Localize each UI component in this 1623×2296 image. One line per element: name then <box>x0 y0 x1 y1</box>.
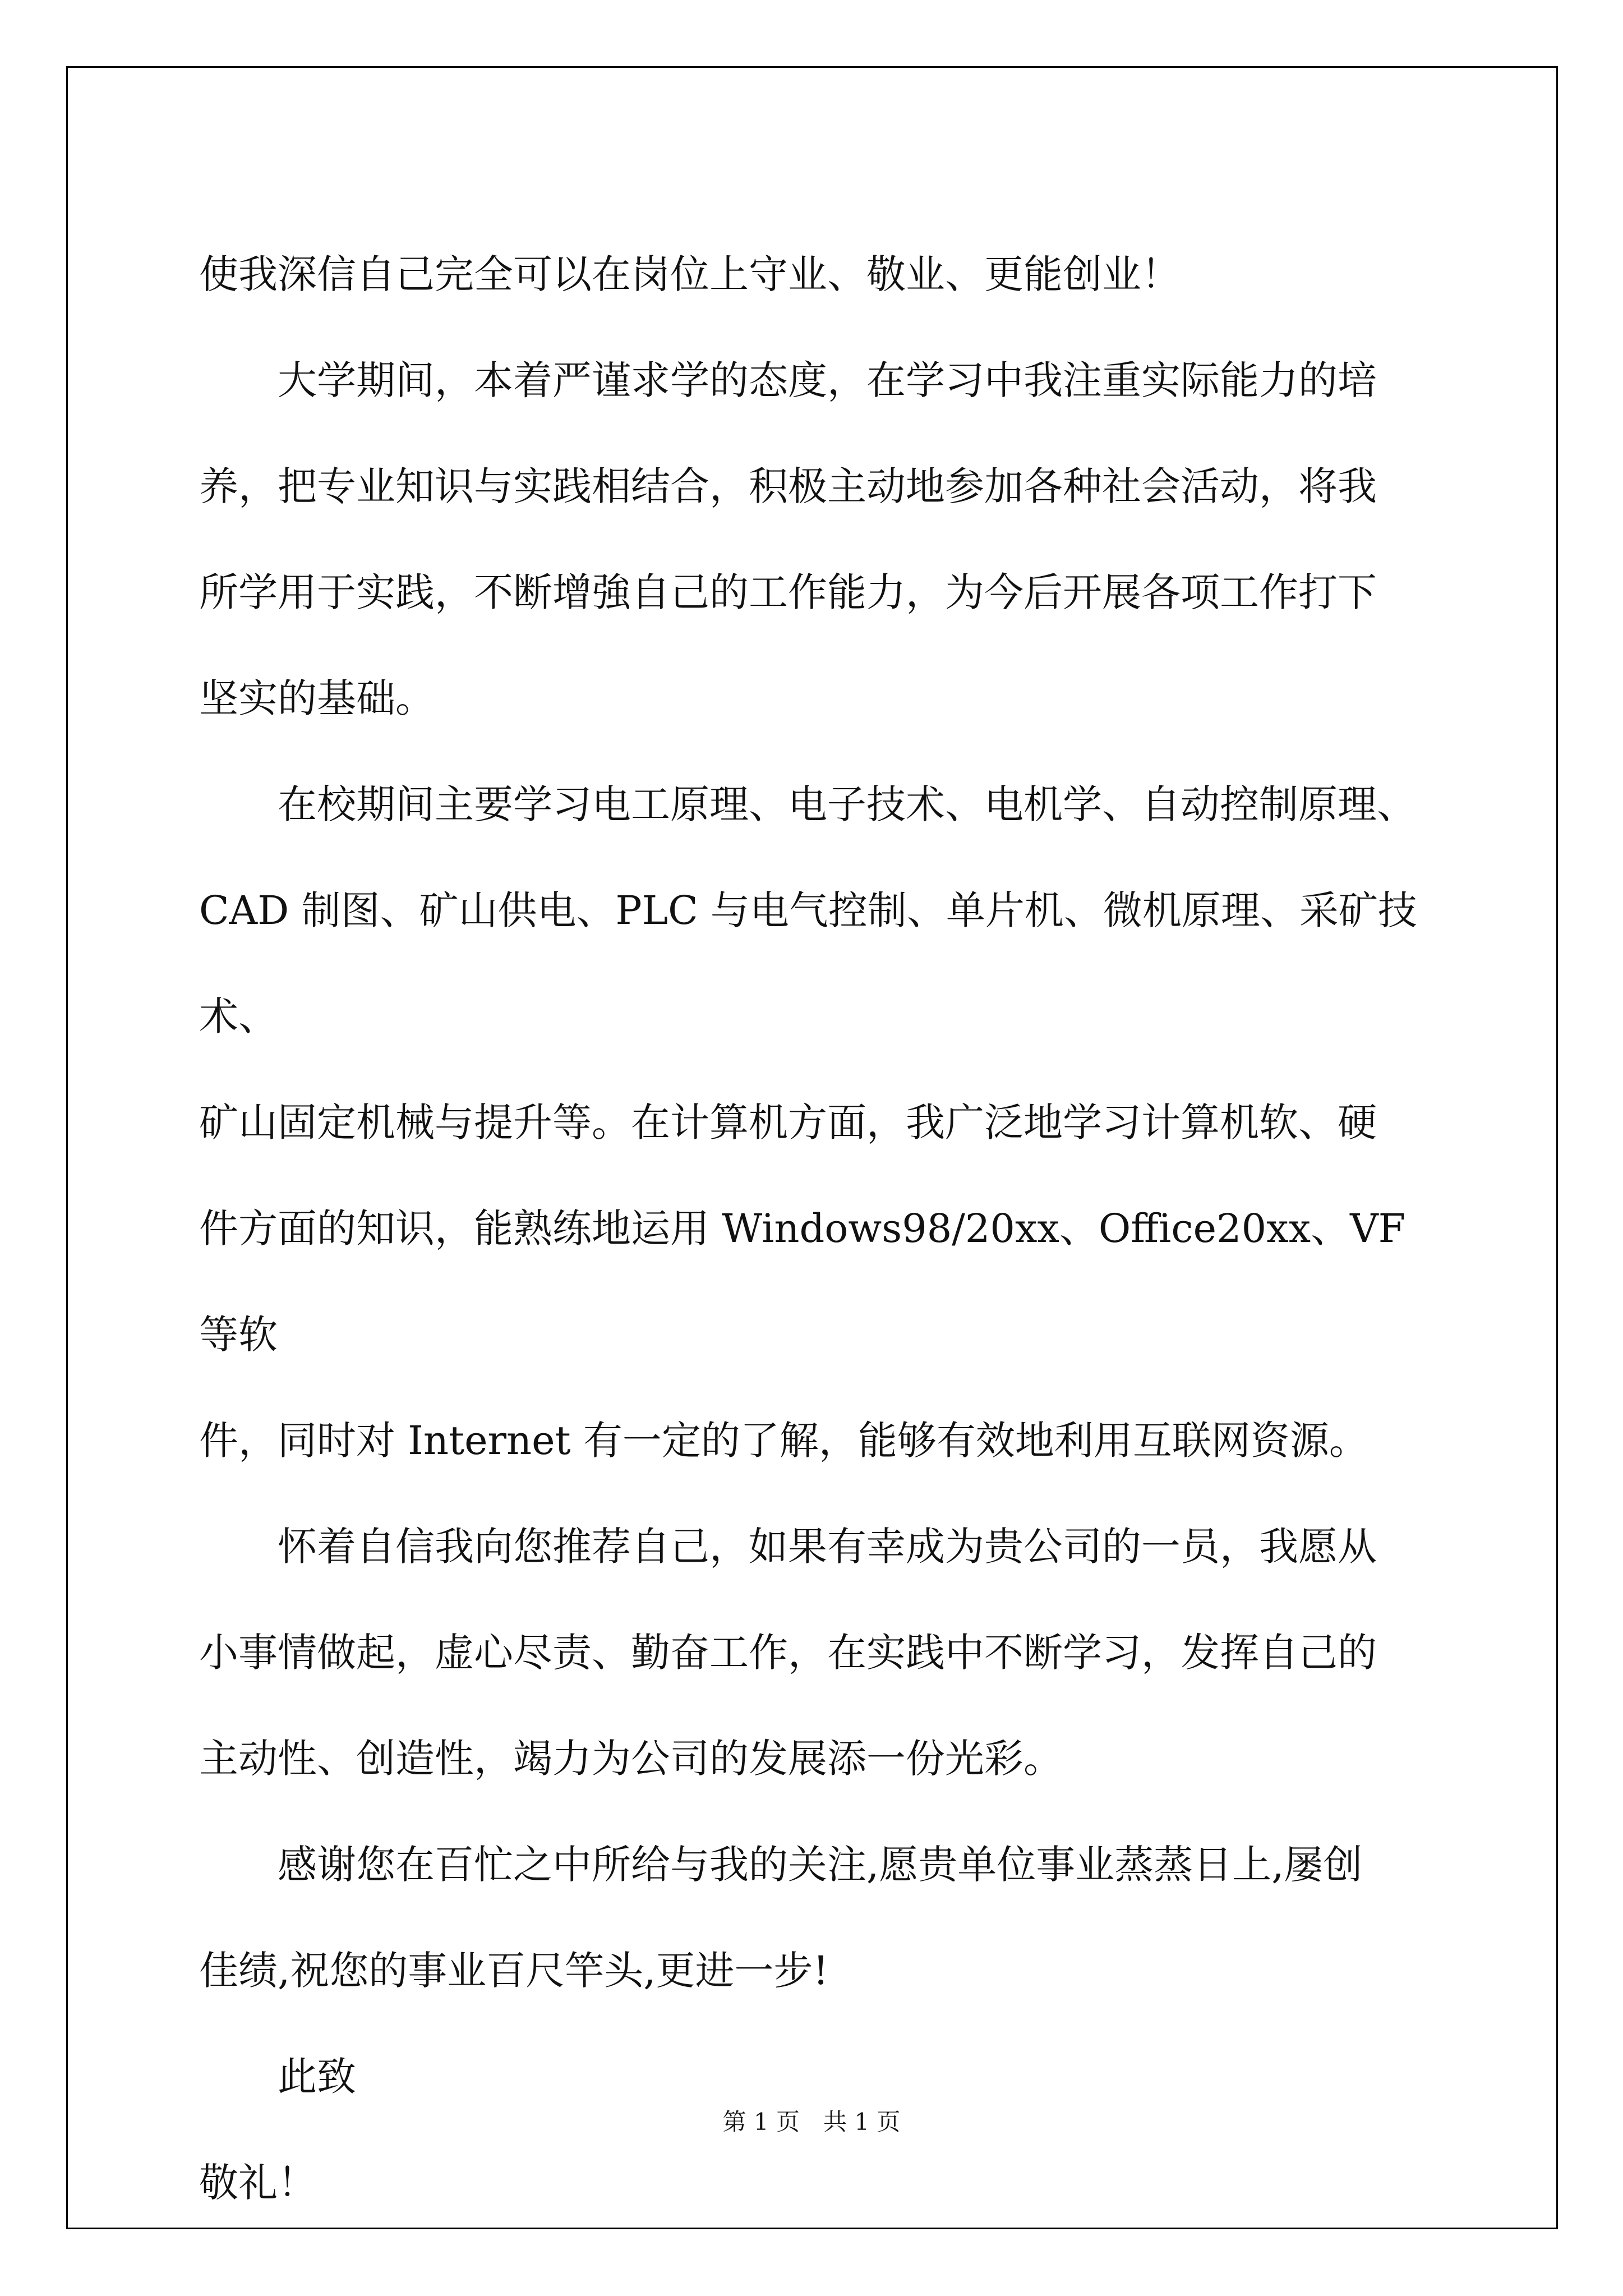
paragraph-courses: 在校期间主要学习电工原理、电子技术、电机学、自动控制原理、 CAD 制图、矿山供电、PLC 与电气控制、单片机、微机原理、采矿技术、 矿山固定机械与提升等。在计算机方面，我广泛地学习计算机软、硬 件方面的知识，能熟练地运用 Windows98/20xx、Office20xx、VF 等软 件，同时对 Internet 有一定的了解，能够有效地利用互联网资源。 <box>199 781 1417 1464</box>
paragraph-university: 大学期间，本着严谨求学的态度，在学习中我注重实际能力的培 养，把专业知识与实践相结合，积极主动地参加各种社会活动，将我 所学用于实践，不断增強自己的工作能力，为今后开展各项工作打下 坚实的基础。 <box>199 357 1377 721</box>
salutation-cizhi: 此致 <box>199 2054 356 2100</box>
page-footer: 第 1 页 共 1 页 <box>722 2108 901 2136</box>
paragraph-closing-line: 使我深信自己完全可以在岗位上守业、敬业、更能创业！ <box>199 251 1181 297</box>
salutation-jingli: 敬礼！ <box>199 2160 317 2206</box>
paragraph-thanks: 感谢您在百忙之中所给与我的关注,愿贵单位事业蒸蒸日上,屡创 佳绩,祝您的事业百尺竿头,更进一步! <box>199 1842 1363 1994</box>
paragraph-self-recommendation: 怀着自信我向您推荐自己，如果有幸成为贵公司的一员，我愿从 小事情做起，虚心尽责、勤奋工作，在实践中不断学习，发挥自己的 主动性、创造性，竭力为公司的发展添一份光彩。 <box>199 1524 1377 1782</box>
letter-body <box>199 222 1450 2236</box>
